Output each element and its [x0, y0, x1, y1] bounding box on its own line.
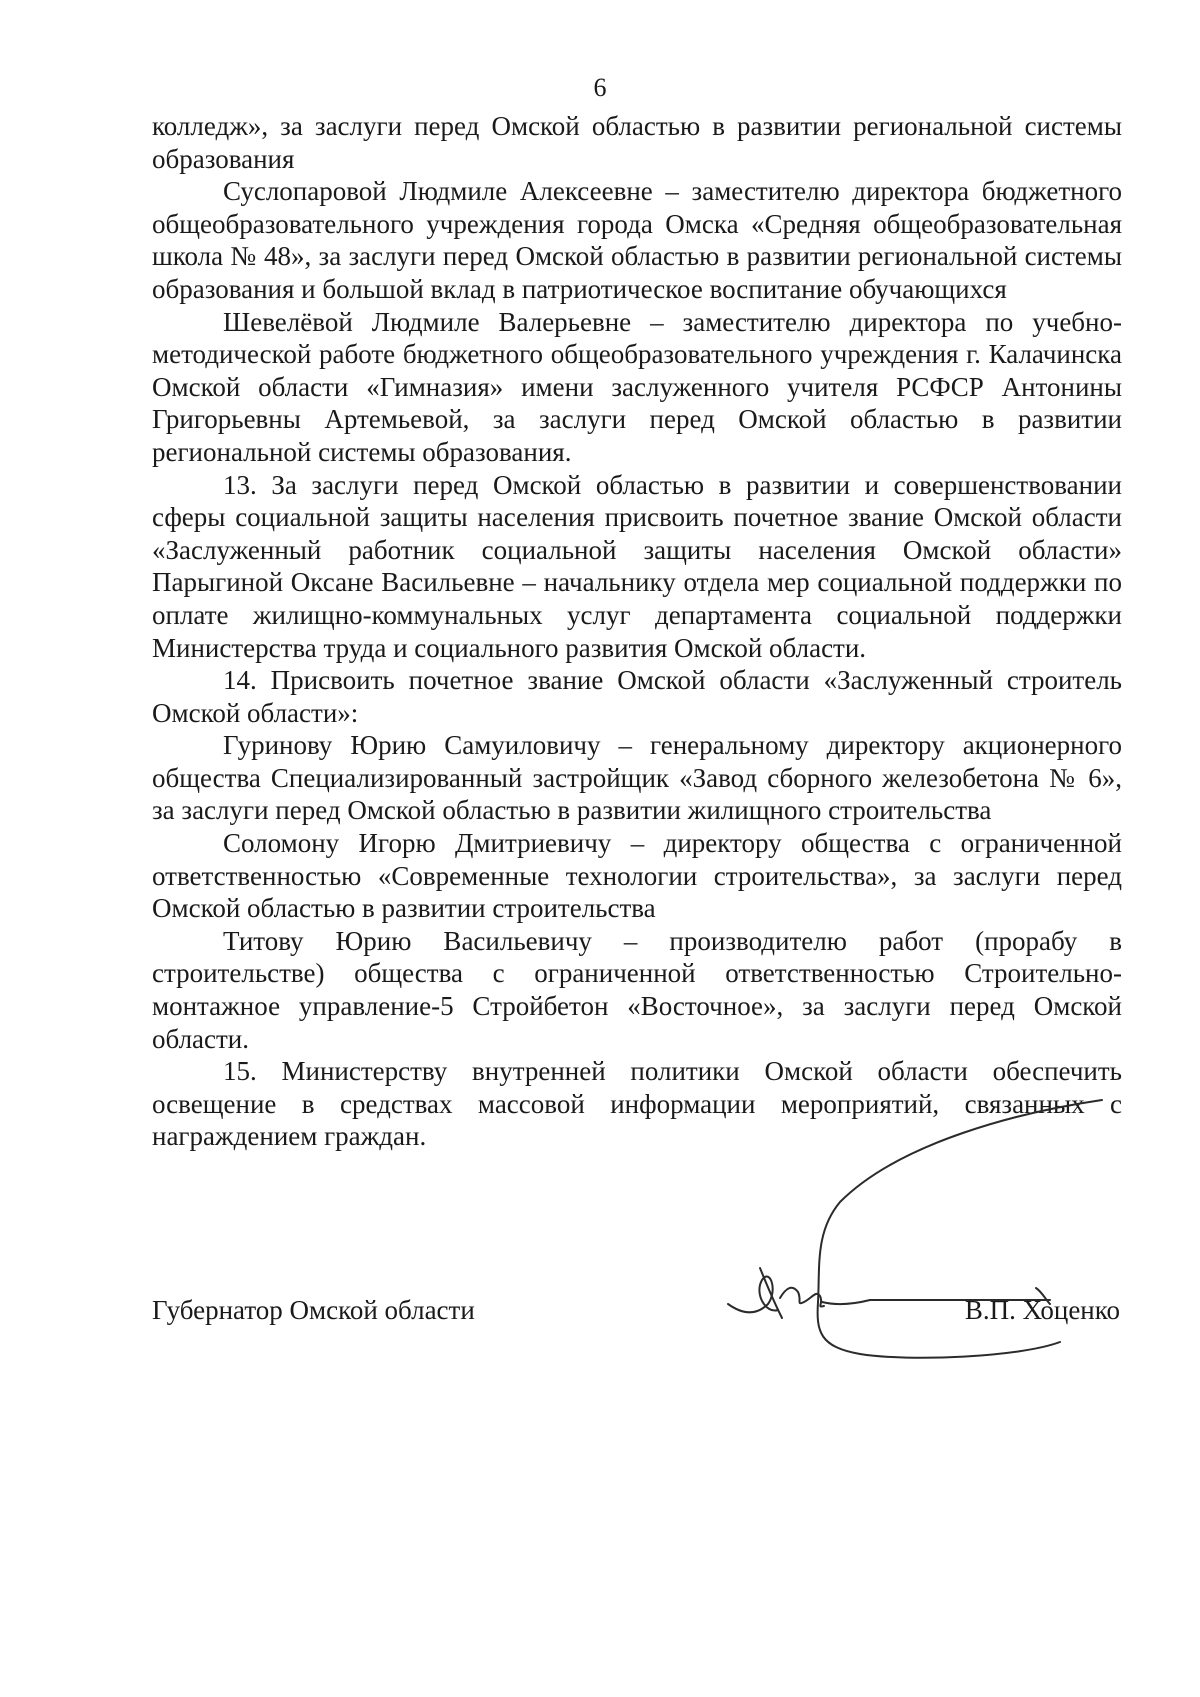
document-body — [152, 110, 1122, 1153]
paragraph-item-15: 15. Министерству внутренней политики Омской области обеспечить освещение в средствах массовой информации мероприятий, связанных с награждением граждан. — [152, 1056, 1122, 1152]
paragraph-award-gurinov: Гуринову Юрию Самуиловичу – генеральному директору акционерного общества Специализированный застройщик «Завод сборного железобетона № 6», за заслуги перед Омской областью в развитии жилищного строительства — [152, 730, 1122, 826]
signatory-name: В.П. Хоценко — [964, 1295, 1120, 1325]
page-number: 6 — [593, 73, 607, 102]
paragraph-item-14: 14. Присвоить почетное звание Омской области «Заслуженный строитель Омской области»: — [152, 665, 1122, 728]
handwritten-signature-icon — [720, 1092, 1140, 1392]
paragraph-award-susloparova: Суслопаровой Людмиле Алексеевне – заместителю директора бюджетного общеобразовательного учреждения города Омска «Средняя общеобразовательная школа № 48», за заслуги перед Омской областью в развитии региональной системы образования и большой вклад в патриотическое воспитание обучающихся — [152, 176, 1122, 304]
paragraph-item-13: 13. За заслуги перед Омской областью в развитии и совершенствовании сферы социальной защиты населения присвоить почетное звание Омской области «Заслуженный работник социальной защиты населения Омской области» Парыгиной Оксане Васильевне – начальнику отдела мер социальной поддержки по оплате жилищно-коммунальных услуг департамента социальной поддержки Министерства труда и социального развития Омской области. — [152, 469, 1122, 663]
paragraph-continuation: колледж», за заслуги перед Омской областью в развитии региональной системы образования — [152, 111, 1122, 174]
paragraph-award-shevelyova: Шевелёвой Людмиле Валерьевне – заместителю директора по учебно-методической работе бюджетного общеобразовательного учреждения г. Калачинска Омской области «Гимназия» имени заслуженного учителя РСФСР Антонины Григорьевны Артемьевой, за заслуги перед Омской областью в развитии региональной системы образования. — [152, 306, 1122, 467]
paragraph-award-titov: Титову Юрию Васильевичу – производителю работ (прорабу в строительстве) общества с ограниченной ответственностью Строительно-монтажное управление-5 Стройбетон «Восточное», за заслуги перед Омской области. — [152, 925, 1122, 1054]
signatory-title: Губернатор Омской области — [152, 1295, 475, 1325]
paragraph-award-solomon: Соломону Игорю Дмитриевичу – директору общества с ограниченной ответственностью «Современные технологии строительства», за заслуги перед Омской областью в развитии строительства — [152, 828, 1122, 924]
